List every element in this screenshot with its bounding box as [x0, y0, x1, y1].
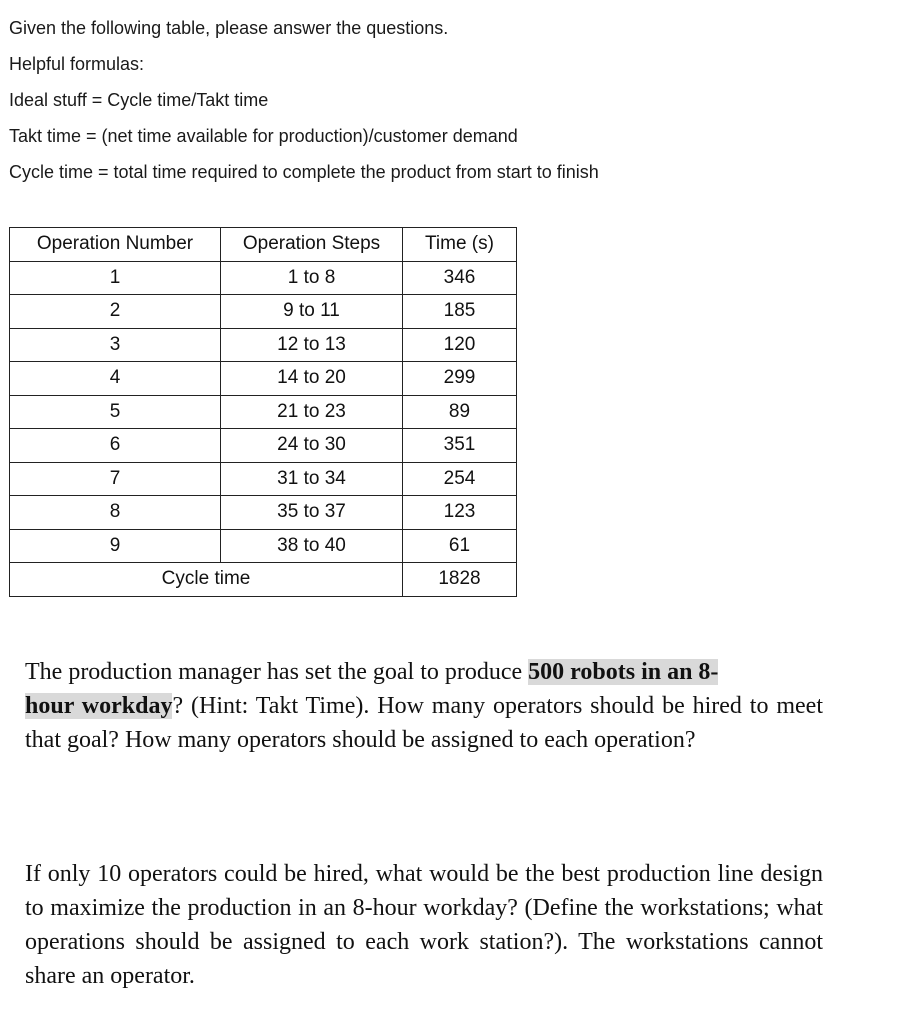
formulas-heading: Helpful formulas:	[9, 54, 145, 74]
table-header-row	[10, 228, 517, 262]
highlighted-goal: 500 robots in an 8-	[528, 659, 719, 685]
operation-steps: 38 to 40	[221, 529, 403, 563]
operation-steps: 1 to 8	[221, 261, 403, 295]
operation-steps: 12 to 13	[221, 328, 403, 362]
cycle-time-label: Cycle time	[10, 563, 403, 597]
operation-steps: 21 to 23	[221, 395, 403, 429]
operation-time: 61	[403, 529, 517, 563]
operation-number: 9	[10, 529, 221, 563]
operations-table	[9, 227, 517, 597]
operation-time: 89	[403, 395, 517, 429]
operation-number: 2	[10, 295, 221, 329]
table-row	[10, 261, 517, 295]
table-row	[10, 429, 517, 463]
operation-steps: 9 to 11	[221, 295, 403, 329]
formula-takt-time: Takt time = (net time available for production)/customer demand	[9, 126, 518, 146]
operation-number: 3	[10, 328, 221, 362]
formula-cycle-time: Cycle time = total time required to complete the product from start to finish	[9, 162, 599, 182]
table-row	[10, 496, 517, 530]
operation-time: 120	[403, 328, 517, 362]
header-operation-steps: Operation Steps	[221, 228, 403, 262]
operation-number: 5	[10, 395, 221, 429]
question-ten-operators: If only 10 operators could be hired, what would be the best production line design to maximize the production in an 8-hour workday? (Define the workstations; what operations should be assigned to each work station?). The workstations cannot share an operator.	[25, 861, 823, 989]
operation-number: 7	[10, 462, 221, 496]
table-row	[10, 529, 517, 563]
question-text: The production manager has set the goal to produce	[25, 659, 529, 685]
operation-steps: 14 to 20	[221, 362, 403, 396]
cycle-time-value: 1828	[403, 563, 517, 597]
operation-steps: 24 to 30	[221, 429, 403, 463]
operation-number: 1	[10, 261, 221, 295]
operation-time: 185	[403, 295, 517, 329]
table-row	[10, 395, 517, 429]
operation-time: 254	[403, 462, 517, 496]
highlighted-goal: hour workday	[25, 693, 173, 719]
question-text: ? (Hint: Takt Time). How many operators should be hired to meet that goal? How many operators should be assigned to each operation?	[25, 693, 824, 753]
intro-block	[9, 14, 599, 194]
table-row	[10, 462, 517, 496]
operation-time: 346	[403, 261, 517, 295]
operation-number: 4	[10, 362, 221, 396]
cycle-time-row	[10, 563, 517, 597]
table-row	[10, 362, 517, 396]
question-takt-time	[25, 655, 823, 757]
operation-number: 8	[10, 496, 221, 530]
header-operation-number: Operation Number	[10, 228, 221, 262]
table-row	[10, 328, 517, 362]
header-time: Time (s)	[403, 228, 517, 262]
operation-number: 6	[10, 429, 221, 463]
operation-steps: 31 to 34	[221, 462, 403, 496]
operation-steps: 35 to 37	[221, 496, 403, 530]
operation-time: 351	[403, 429, 517, 463]
operation-time: 123	[403, 496, 517, 530]
operation-time: 299	[403, 362, 517, 396]
table-row	[10, 295, 517, 329]
intro-line: Given the following table, please answer the questions.	[9, 18, 449, 38]
formula-ideal-staff: Ideal stuff = Cycle time/Takt time	[9, 90, 269, 110]
